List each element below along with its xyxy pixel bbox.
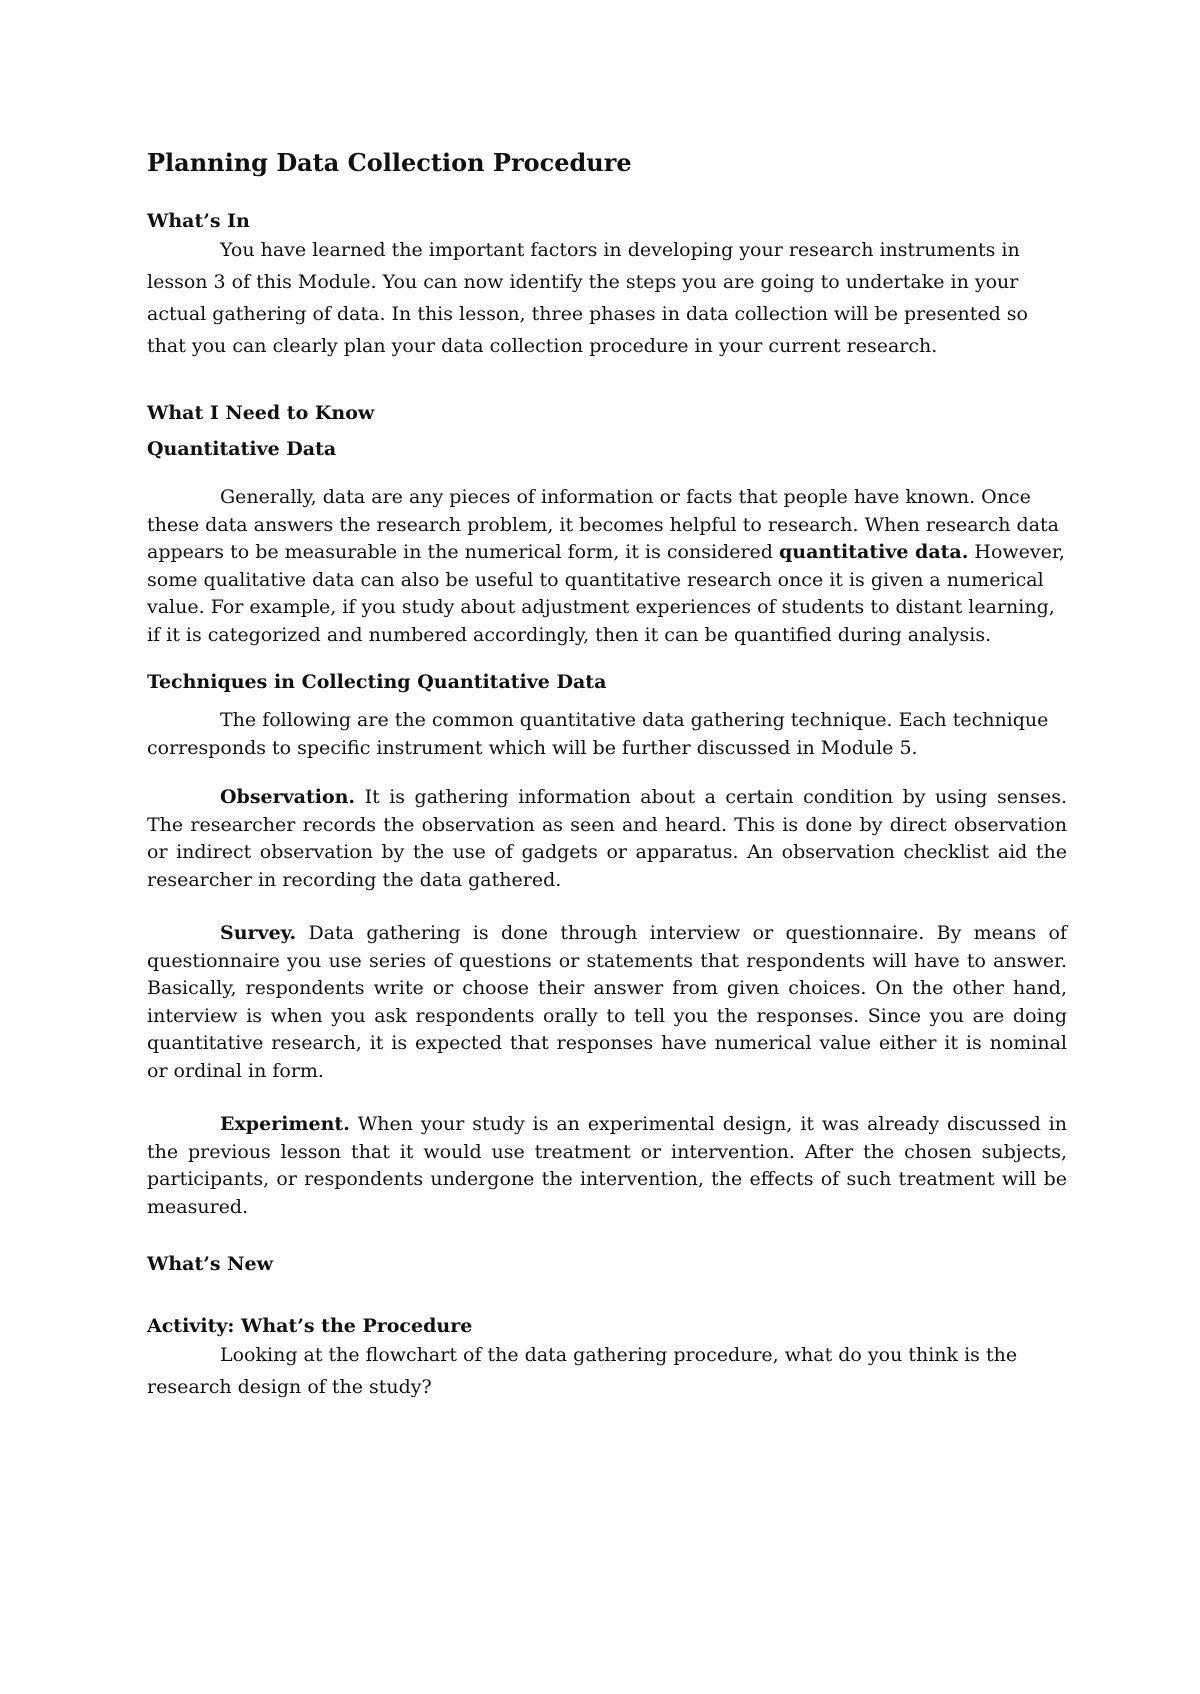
what-i-need-to-know-heading: What I Need to Know (147, 402, 375, 424)
survey-text: Data gathering is done through interview or questionnaire. By means of questionnaire you use series of questions or statements that respondents will have to answer. Basically, respondents write or choose their answer from given choices. On the other hand, interview is when you ask respondents orally to tell you the responses. Since you are doing quantitative research, it is expected that responses have numerical value either it is nominal or ordinal in form. (147, 922, 1067, 1082)
experiment-term: Experiment. (220, 1113, 350, 1135)
techniques-intro: The following are the common quantitative data gathering technique. Each technique corresponds to specific instrument which will be further discussed in Module 5. (147, 709, 1049, 759)
document-page (147, 148, 1067, 1403)
quantitative-data-subheading: Quantitative Data (147, 438, 337, 460)
experiment-text: When your study is an experimental design, it was already discussed in the previous lesson that it would use treatment or intervention. After the chosen subjects, participants, or respondents undergone the intervention, the effects of such treatment will be measured. (147, 1113, 1067, 1218)
observation-term: Observation. (220, 786, 356, 808)
observation-paragraph (147, 784, 1067, 894)
survey-term: Survey. (220, 922, 297, 944)
quantitative-data-paragraph (147, 484, 1067, 649)
page-title: Planning Data Collection Procedure (147, 148, 632, 177)
experiment-paragraph (147, 1111, 1067, 1221)
quantitative-text-2: However, some qualitative data can also be useful to quantitative research once it is given a numerical value. For example, if you study about adjustment experiences of students to distant learning, if it is categorized and numbered accordingly, then it can be quantified during analysis. (147, 541, 1065, 646)
techniques-heading: Techniques in Collecting Quantitative Data (147, 671, 607, 693)
quantitative-data-term: quantitative data. (779, 541, 969, 563)
activity-heading: Activity: What’s the Procedure (147, 1315, 473, 1337)
activity-paragraph: Looking at the flowchart of the data gathering procedure, what do you think is the research design of the study? (147, 1344, 1018, 1398)
survey-paragraph (147, 920, 1067, 1085)
quantitative-text-1: Generally, data are any pieces of information or facts that people have known. Once these data answers the research problem, it becomes helpful to research. When research data appears to be measurable in the numerical form, it is considered (147, 486, 1059, 563)
whats-in-paragraph: You have learned the important factors in developing your research instruments in lesson 3 of this Module. You can now identify the steps you are going to undertake in your actual gathering of data. In this lesson, three phases in data collection will be presented so that you can clearly plan your data collection procedure in your current research. (147, 239, 1028, 357)
whats-new-heading: What’s New (147, 1253, 273, 1275)
observation-text: It is gathering information about a certain condition by using senses. The researcher records the observation as seen and heard. This is done by direct observation or indirect observation by the use of gadgets or apparatus. An observation checklist aid the researcher in recording the data gathered. (147, 786, 1067, 891)
whats-in-heading: What’s In (147, 210, 250, 232)
